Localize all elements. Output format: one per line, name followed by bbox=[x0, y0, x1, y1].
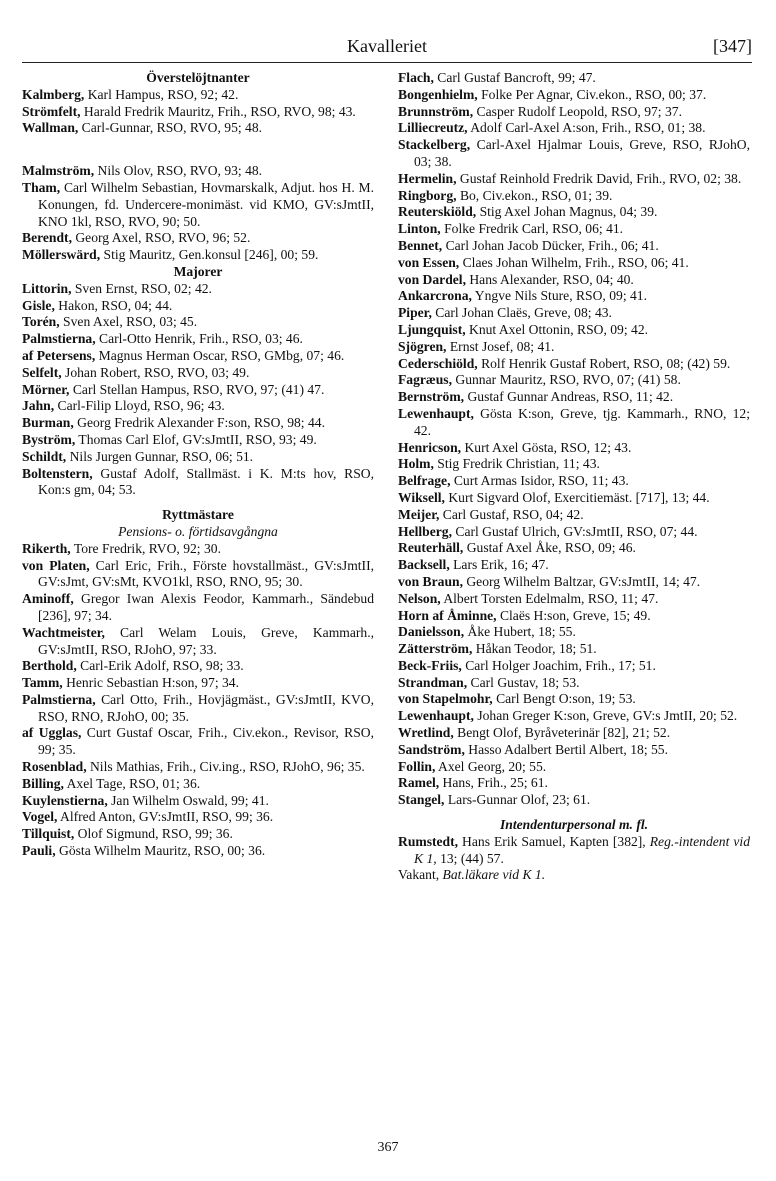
entry-text: Folke Fredrik Carl, RSO, 06; 41. bbox=[440, 221, 624, 237]
entry-name: Reuterskiöld, bbox=[398, 204, 477, 220]
entry-name: Follin, bbox=[398, 758, 436, 774]
entry-name: von Stapelmohr, bbox=[398, 691, 493, 707]
entry-name: Wretlind, bbox=[398, 725, 454, 741]
entry-text: Johan Greger K:son, Greve, GV:s JmtII, 20; 52. bbox=[473, 708, 738, 724]
list-item bbox=[398, 221, 750, 238]
entry-name: Henricson, bbox=[398, 439, 462, 455]
entry-text: Gunnar Mauritz, RSO, RVO, 07; (41) 58. bbox=[452, 372, 681, 388]
entry-text: Curt Gustaf Oscar, Frih., Civ.ekon., Revisor, RSO, 99; 35. bbox=[38, 725, 374, 758]
entry-name: Ringborg, bbox=[398, 187, 457, 203]
list-item bbox=[398, 137, 750, 171]
entry-name: Kuylenstierna, bbox=[22, 792, 108, 808]
list-item bbox=[22, 365, 374, 382]
entry-name: Flach, bbox=[398, 70, 434, 85]
entry-name: Stangel, bbox=[398, 792, 445, 808]
entry-name: Nelson, bbox=[398, 590, 441, 606]
entry-text: Karl Hampus, RSO, 92; 42. bbox=[84, 86, 239, 102]
entry-text: Albert Torsten Edelmalm, RSO, 11; 47. bbox=[440, 590, 659, 606]
entry-name: Berthold, bbox=[22, 658, 77, 674]
entry-text: Alfred Anton, GV:sJmtII, RSO, 99; 36. bbox=[57, 809, 274, 825]
entry-name: Aminoff, bbox=[22, 591, 74, 607]
entry-text: Nils Mathias, Frih., Civ.ing., RSO, RJohO, 96; 35. bbox=[86, 759, 365, 775]
entry-name: Belfrage, bbox=[398, 473, 451, 489]
list-item bbox=[22, 348, 374, 365]
page-header bbox=[22, 36, 752, 66]
list-item bbox=[22, 331, 374, 348]
list-item bbox=[398, 322, 750, 339]
entry-text: Carl Otto, Frih., Hovjägmäst., GV:sJmtII, KVO, RSO, RNO, RJohO, 00; 35. bbox=[38, 691, 374, 724]
ryttmastare-list bbox=[22, 541, 374, 860]
running-title: Kavalleriet bbox=[347, 36, 427, 56]
entry-name: Boltenstern, bbox=[22, 465, 93, 481]
entry-name: Linton, bbox=[398, 221, 441, 237]
entry-name: Gisle, bbox=[22, 297, 55, 313]
entry-text: Kurt Axel Gösta, RSO, 12; 43. bbox=[461, 439, 632, 455]
list-item bbox=[22, 432, 374, 449]
entry-name: Palmstierna, bbox=[22, 691, 96, 707]
list-item bbox=[398, 255, 750, 272]
entry-name: Selfelt, bbox=[22, 364, 62, 380]
entry-text: Carl Holger Joachim, Frih., 17; 51. bbox=[461, 657, 656, 673]
overstelojtnanter-group-2 bbox=[22, 163, 374, 264]
entry-text: Claes Johan Wilhelm, Frih., RSO, 06; 41. bbox=[459, 254, 689, 270]
entry-text: Åke Hubert, 18; 55. bbox=[464, 624, 576, 640]
entry-text: Stig Fredrik Christian, 11; 43. bbox=[433, 456, 600, 472]
entry-name: Jahn, bbox=[22, 398, 55, 414]
entry-text: Sven Axel, RSO, 03; 45. bbox=[59, 314, 198, 330]
entry-text: Adolf Carl-Axel A:son, Frih., RSO, 01; 38. bbox=[467, 120, 706, 136]
entry-name: Mörner, bbox=[22, 381, 70, 397]
entry-text: Gösta Wilhelm Mauritz, RSO, 00; 36. bbox=[55, 843, 266, 859]
entry-text: Harald Fredrik Mauritz, Frih., RSO, RVO, 98; 43. bbox=[80, 103, 356, 119]
entry-name: Littorin, bbox=[22, 280, 72, 296]
entry-text: Axel Georg, 20; 55. bbox=[435, 758, 547, 774]
entry-text: Lars-Gunnar Olof, 23; 61. bbox=[444, 792, 591, 808]
entry-text: Hakon, RSO, 04; 44. bbox=[54, 297, 173, 313]
entry-text: Carl Eric, Frih., Förste hovstallmäst., GV:sJmtII, GV:sJmt, GV:sMt, KVO1kl, RSO, RNO, 95; 30. bbox=[38, 557, 374, 590]
page-number: 367 bbox=[377, 1140, 399, 1155]
list-item bbox=[22, 180, 374, 230]
list-item-rumstedt bbox=[398, 834, 750, 868]
list-item bbox=[398, 691, 750, 708]
entry-text: Carl-Filip Lloyd, RSO, 96; 43. bbox=[54, 398, 225, 414]
entry-text: Ernst Josef, 08; 41. bbox=[446, 338, 555, 354]
list-item bbox=[398, 574, 750, 591]
entry-name: Lilliecreutz, bbox=[398, 120, 468, 136]
list-item bbox=[398, 591, 750, 608]
entry-name: Kalmberg, bbox=[22, 86, 85, 102]
list-item bbox=[398, 272, 750, 289]
entry-tail: 13; (44) 57. bbox=[436, 850, 504, 866]
entry-name: Sjögren, bbox=[398, 338, 447, 354]
entry-name: Strandman, bbox=[398, 674, 468, 690]
list-item bbox=[22, 466, 374, 500]
entry-text: Carl Wilhelm Sebastian, Hovmarskalk, Adjut. hos H. M. Konungen, fd. Undercere-monimäst. vid KMO, GV:sJmtII, KNO 1kl, RSO, RVO, 90; 50. bbox=[38, 179, 374, 229]
entry-name: Zätterström, bbox=[398, 641, 473, 657]
entry-italic: Reg.-intendent vid K 1, bbox=[414, 833, 750, 866]
entry-name: Meijer, bbox=[398, 506, 440, 522]
list-item bbox=[398, 204, 750, 221]
list-item bbox=[398, 356, 750, 373]
entry-name: Wallman, bbox=[22, 120, 79, 136]
entry-name: Rosenblad, bbox=[22, 759, 87, 775]
entry-text: Carl-Otto Henrik, Frih., RSO, 03; 46. bbox=[95, 331, 303, 347]
entry-name: Ankarcrona, bbox=[398, 288, 472, 304]
list-item bbox=[398, 406, 750, 440]
entry-text: Carl Johan Claës, Greve, 08; 43. bbox=[431, 305, 612, 321]
entry-name: Tamm, bbox=[22, 675, 63, 691]
entry-name: von Essen, bbox=[398, 254, 460, 270]
entry-name: Fagræus, bbox=[398, 372, 452, 388]
entry-text: Tore Fredrik, RVO, 92; 30. bbox=[70, 540, 221, 556]
entry-text: Stig Axel Johan Magnus, 04; 39. bbox=[476, 204, 658, 220]
entry-name: Lewenhaupt, bbox=[398, 708, 474, 724]
entry-name: Hellberg, bbox=[398, 523, 452, 539]
entry-text: Kurt Sigvard Olof, Exercitiemäst. [717], 13; 44. bbox=[444, 489, 710, 505]
list-item bbox=[398, 507, 750, 524]
list-item bbox=[22, 382, 374, 399]
entry-text: Sven Ernst, RSO, 02; 42. bbox=[71, 280, 212, 296]
section-spacer bbox=[398, 809, 750, 817]
list-item bbox=[398, 238, 750, 255]
list-item bbox=[22, 449, 374, 466]
entry-text: Gustaf Gunnar Andreas, RSO, 11; 42. bbox=[464, 389, 674, 405]
list-item bbox=[398, 87, 750, 104]
list-item bbox=[398, 104, 750, 121]
entry-text: Gösta K:son, Greve, tjg. Kammarh., RNO, 12; 42. bbox=[414, 405, 750, 438]
list-item bbox=[22, 415, 374, 432]
entry-text: Nils Jurgen Gunnar, RSO, 06; 51. bbox=[66, 448, 254, 464]
left-column bbox=[22, 70, 374, 860]
list-item bbox=[22, 658, 374, 675]
entry-text: Casper Rudolf Leopold, RSO, 97; 37. bbox=[473, 103, 682, 119]
entry-name: Rikerth, bbox=[22, 540, 71, 556]
entry-name: Sandström, bbox=[398, 741, 465, 757]
entry-name: Möllerswärd, bbox=[22, 247, 101, 263]
list-item bbox=[22, 759, 374, 776]
list-item bbox=[398, 490, 750, 507]
entry-name: Wiksell, bbox=[398, 489, 445, 505]
entry-name: Cederschiöld, bbox=[398, 355, 478, 371]
entry-name: af Ugglas, bbox=[22, 725, 82, 741]
section-heading-overstelojtnanter: Överstelöjtnanter bbox=[146, 70, 250, 85]
entry-text: Stig Mauritz, Gen.konsul [246], 00; 59. bbox=[100, 247, 319, 263]
list-item bbox=[22, 247, 374, 264]
entry-text: Carl Johan Jacob Dücker, Frih., 06; 41. bbox=[442, 237, 659, 253]
list-item bbox=[398, 456, 750, 473]
list-item bbox=[398, 288, 750, 305]
entry-name: Beck-Friis, bbox=[398, 657, 462, 673]
list-item bbox=[398, 524, 750, 541]
entry-text: Georg Fredrik Alexander F:son, RSO, 98; 44. bbox=[73, 415, 325, 431]
overstelojtnanter-group-1 bbox=[22, 87, 374, 137]
list-item bbox=[22, 230, 374, 247]
list-item bbox=[22, 843, 374, 860]
entry-name: von Braun, bbox=[398, 573, 463, 589]
list-item bbox=[398, 120, 750, 137]
entry-name: Byström, bbox=[22, 431, 76, 447]
list-item bbox=[22, 87, 374, 104]
entry-text: Rolf Henrik Gustaf Robert, RSO, 08; (42) 59. bbox=[477, 355, 731, 371]
entry-name: Lewenhaupt, bbox=[398, 405, 474, 421]
entry-name: Schildt, bbox=[22, 448, 67, 464]
list-item bbox=[22, 591, 374, 625]
entry-text: Nils Olov, RSO, RVO, 93; 48. bbox=[94, 163, 263, 179]
entry-text: Bo, Civ.ekon., RSO, 01; 39. bbox=[456, 187, 613, 203]
entry-text: Yngve Nils Sture, RSO, 09; 41. bbox=[471, 288, 647, 304]
entry-italic: Bat.läkare vid K 1. bbox=[442, 867, 546, 883]
list-item bbox=[398, 188, 750, 205]
list-item bbox=[22, 826, 374, 843]
list-item bbox=[22, 314, 374, 331]
entry-name: af Petersens, bbox=[22, 347, 96, 363]
list-item bbox=[398, 473, 750, 490]
entry-name: Hermelin, bbox=[398, 170, 457, 186]
list-item bbox=[398, 708, 750, 725]
list-item bbox=[398, 624, 750, 641]
entry-name: Stackelberg, bbox=[398, 137, 471, 153]
list-item bbox=[398, 725, 750, 742]
entry-name: Pauli, bbox=[22, 843, 56, 859]
entry-text: Johan Robert, RSO, RVO, 03; 49. bbox=[61, 364, 250, 380]
entry-name: Reuterhäll, bbox=[398, 540, 464, 556]
entry-name: Piper, bbox=[398, 305, 432, 321]
entry-text: Gustaf Axel Åke, RSO, 09; 46. bbox=[463, 540, 636, 556]
list-item bbox=[22, 558, 374, 592]
list-item bbox=[398, 372, 750, 389]
entry-name: Berendt, bbox=[22, 230, 72, 246]
entry-text: Lars Erik, 16; 47. bbox=[449, 557, 549, 573]
list-item bbox=[398, 742, 750, 759]
entry-name: Tham, bbox=[22, 179, 61, 195]
list-item bbox=[398, 171, 750, 188]
entry-name: Burman, bbox=[22, 415, 74, 431]
entry-text: Carl Bengt O:son, 19; 53. bbox=[492, 691, 636, 707]
entry-name: Holm, bbox=[398, 456, 434, 472]
group-spacer bbox=[22, 137, 374, 163]
entry-text: Henric Sebastian H:son, 97; 34. bbox=[62, 675, 239, 691]
list-item bbox=[398, 557, 750, 574]
entry-text: Hans, Frih., 25; 61. bbox=[439, 775, 548, 791]
list-item bbox=[22, 398, 374, 415]
entry-text: Georg Axel, RSO, RVO, 96; 52. bbox=[71, 230, 251, 246]
entry-text: Carl-Erik Adolf, RSO, 98; 33. bbox=[76, 658, 244, 674]
entry-text: Håkan Teodor, 18; 51. bbox=[472, 641, 597, 657]
list-item-vakant bbox=[398, 867, 750, 884]
list-item bbox=[22, 298, 374, 315]
list-item bbox=[398, 759, 750, 776]
list-item bbox=[398, 440, 750, 457]
entry-name: Bennet, bbox=[398, 237, 443, 253]
entry-text: Claës H:son, Greve, 15; 49. bbox=[496, 607, 651, 623]
entry-text: Carl Stellan Hampus, RSO, RVO, 97; (41) 47. bbox=[69, 381, 325, 397]
list-item bbox=[22, 675, 374, 692]
entry-name: von Platen, bbox=[22, 557, 90, 573]
entry-name: Wachtmeister, bbox=[22, 624, 105, 640]
entry-text: Vakant, bbox=[398, 867, 443, 883]
entry-text: Carl Gustav, 18; 53. bbox=[467, 674, 580, 690]
section-page-reference: [347] bbox=[713, 36, 752, 56]
right-column bbox=[398, 70, 750, 884]
ryttmastare-continued-list bbox=[398, 70, 750, 809]
entry-name: Billing, bbox=[22, 775, 64, 791]
entry-text: Carl Gustaf Bancroft, 99; 47. bbox=[433, 70, 596, 85]
entry-text: Magnus Herman Oscar, RSO, GMbg, 07; 46. bbox=[95, 347, 345, 363]
entry-text: Georg Wilhelm Baltzar, GV:sJmtII, 14; 47. bbox=[462, 573, 701, 589]
entry-text: Carl-Axel Hjalmar Louis, Greve, RSO, RJohO, 03; 38. bbox=[414, 137, 750, 169]
entry-text: Knut Axel Ottonin, RSO, 09; 42. bbox=[465, 321, 649, 337]
entry-text: Folke Per Agnar, Civ.ekon., RSO, 00; 37. bbox=[477, 86, 707, 102]
entry-name: Horn af Åminne, bbox=[398, 607, 497, 623]
section-heading-ryttmastare: Ryttmästare bbox=[162, 507, 234, 523]
list-item bbox=[22, 809, 374, 826]
list-item bbox=[22, 163, 374, 180]
list-item bbox=[398, 339, 750, 356]
entry-text: Hasso Adalbert Bertil Albert, 18; 55. bbox=[464, 741, 668, 757]
entry-text: Bengt Olof, Byråveterinär [82], 21; 52. bbox=[453, 725, 671, 741]
entry-text: Curt Armas Isidor, RSO, 11; 43. bbox=[450, 473, 629, 489]
list-item bbox=[398, 70, 750, 87]
entry-text: Carl Gustaf, RSO, 04; 42. bbox=[439, 506, 584, 522]
entry-text: Carl Welam Louis, Greve, Kammarh., GV:sJmtII, RSO, RJohO, 97; 33. bbox=[38, 624, 374, 657]
entry-name: Ramel, bbox=[398, 775, 440, 791]
entry-name: Danielsson, bbox=[398, 624, 465, 640]
list-item bbox=[398, 389, 750, 406]
entry-text: Hans Erik Samuel, Kapten [382], bbox=[458, 833, 650, 849]
list-item bbox=[22, 120, 374, 137]
entry-name: Palmstierna, bbox=[22, 331, 96, 347]
list-item bbox=[398, 675, 750, 692]
entry-name: Rumstedt, bbox=[398, 833, 459, 849]
section-spacer bbox=[22, 499, 374, 507]
entry-text: Olof Sigmund, RSO, 99; 36. bbox=[74, 826, 233, 842]
list-item bbox=[398, 775, 750, 792]
entry-text: Jan Wilhelm Oswald, 99; 41. bbox=[107, 792, 269, 808]
entry-text: Carl-Gunnar, RSO, RVO, 95; 48. bbox=[78, 120, 263, 136]
list-item bbox=[22, 104, 374, 121]
list-item bbox=[398, 540, 750, 557]
list-item bbox=[22, 281, 374, 298]
list-item bbox=[22, 725, 374, 759]
entry-text: Gustaf Reinhold Fredrik David, Frih., RVO, 02; 38. bbox=[456, 170, 742, 186]
section-heading-majorer: Majorer bbox=[173, 263, 223, 279]
list-item bbox=[398, 792, 750, 809]
header-rule bbox=[22, 62, 752, 63]
entry-name: von Dardel, bbox=[398, 271, 466, 287]
entry-name: Malmström, bbox=[22, 163, 95, 179]
entry-name: Ljungquist, bbox=[398, 321, 466, 337]
entry-text: Axel Tage, RSO, 01; 36. bbox=[63, 775, 201, 791]
entry-name: Tillquist, bbox=[22, 826, 75, 842]
entry-name: Torén, bbox=[22, 314, 60, 330]
section-subheading-pensions: Pensions- o. förtidsavgångna bbox=[118, 523, 278, 539]
list-item bbox=[398, 658, 750, 675]
list-item bbox=[398, 641, 750, 658]
entry-text: Gustaf Adolf, Stallmäst. i K. M:ts hov, RSO, Kon:s gm, 04; 53. bbox=[38, 465, 374, 498]
entry-text: Hans Alexander, RSO, 04; 40. bbox=[465, 271, 634, 287]
list-item bbox=[22, 625, 374, 659]
list-item bbox=[22, 692, 374, 726]
entry-name: Brunnström, bbox=[398, 103, 474, 119]
entry-text: Carl Gustaf Ulrich, GV:sJmtII, RSO, 07; 44. bbox=[451, 523, 698, 539]
entry-name: Vogel, bbox=[22, 809, 58, 825]
entry-name: Strömfelt, bbox=[22, 103, 81, 119]
entry-name: Bernström, bbox=[398, 389, 465, 405]
majorer-list bbox=[22, 281, 374, 499]
list-item bbox=[22, 541, 374, 558]
entry-text: Gregor Iwan Alexis Feodor, Kammarh., Sändebud [236], 97; 34. bbox=[38, 591, 374, 623]
entry-name: Backsell, bbox=[398, 557, 450, 573]
entry-name: Bongenhielm, bbox=[398, 86, 478, 102]
list-item bbox=[398, 608, 750, 625]
list-item bbox=[398, 305, 750, 322]
section-heading-intendentur: Intendenturpersonal m. fl. bbox=[499, 817, 649, 833]
list-item bbox=[22, 776, 374, 793]
list-item bbox=[22, 793, 374, 810]
entry-text: Thomas Carl Elof, GV:sJmtII, RSO, 93; 49. bbox=[75, 431, 317, 447]
